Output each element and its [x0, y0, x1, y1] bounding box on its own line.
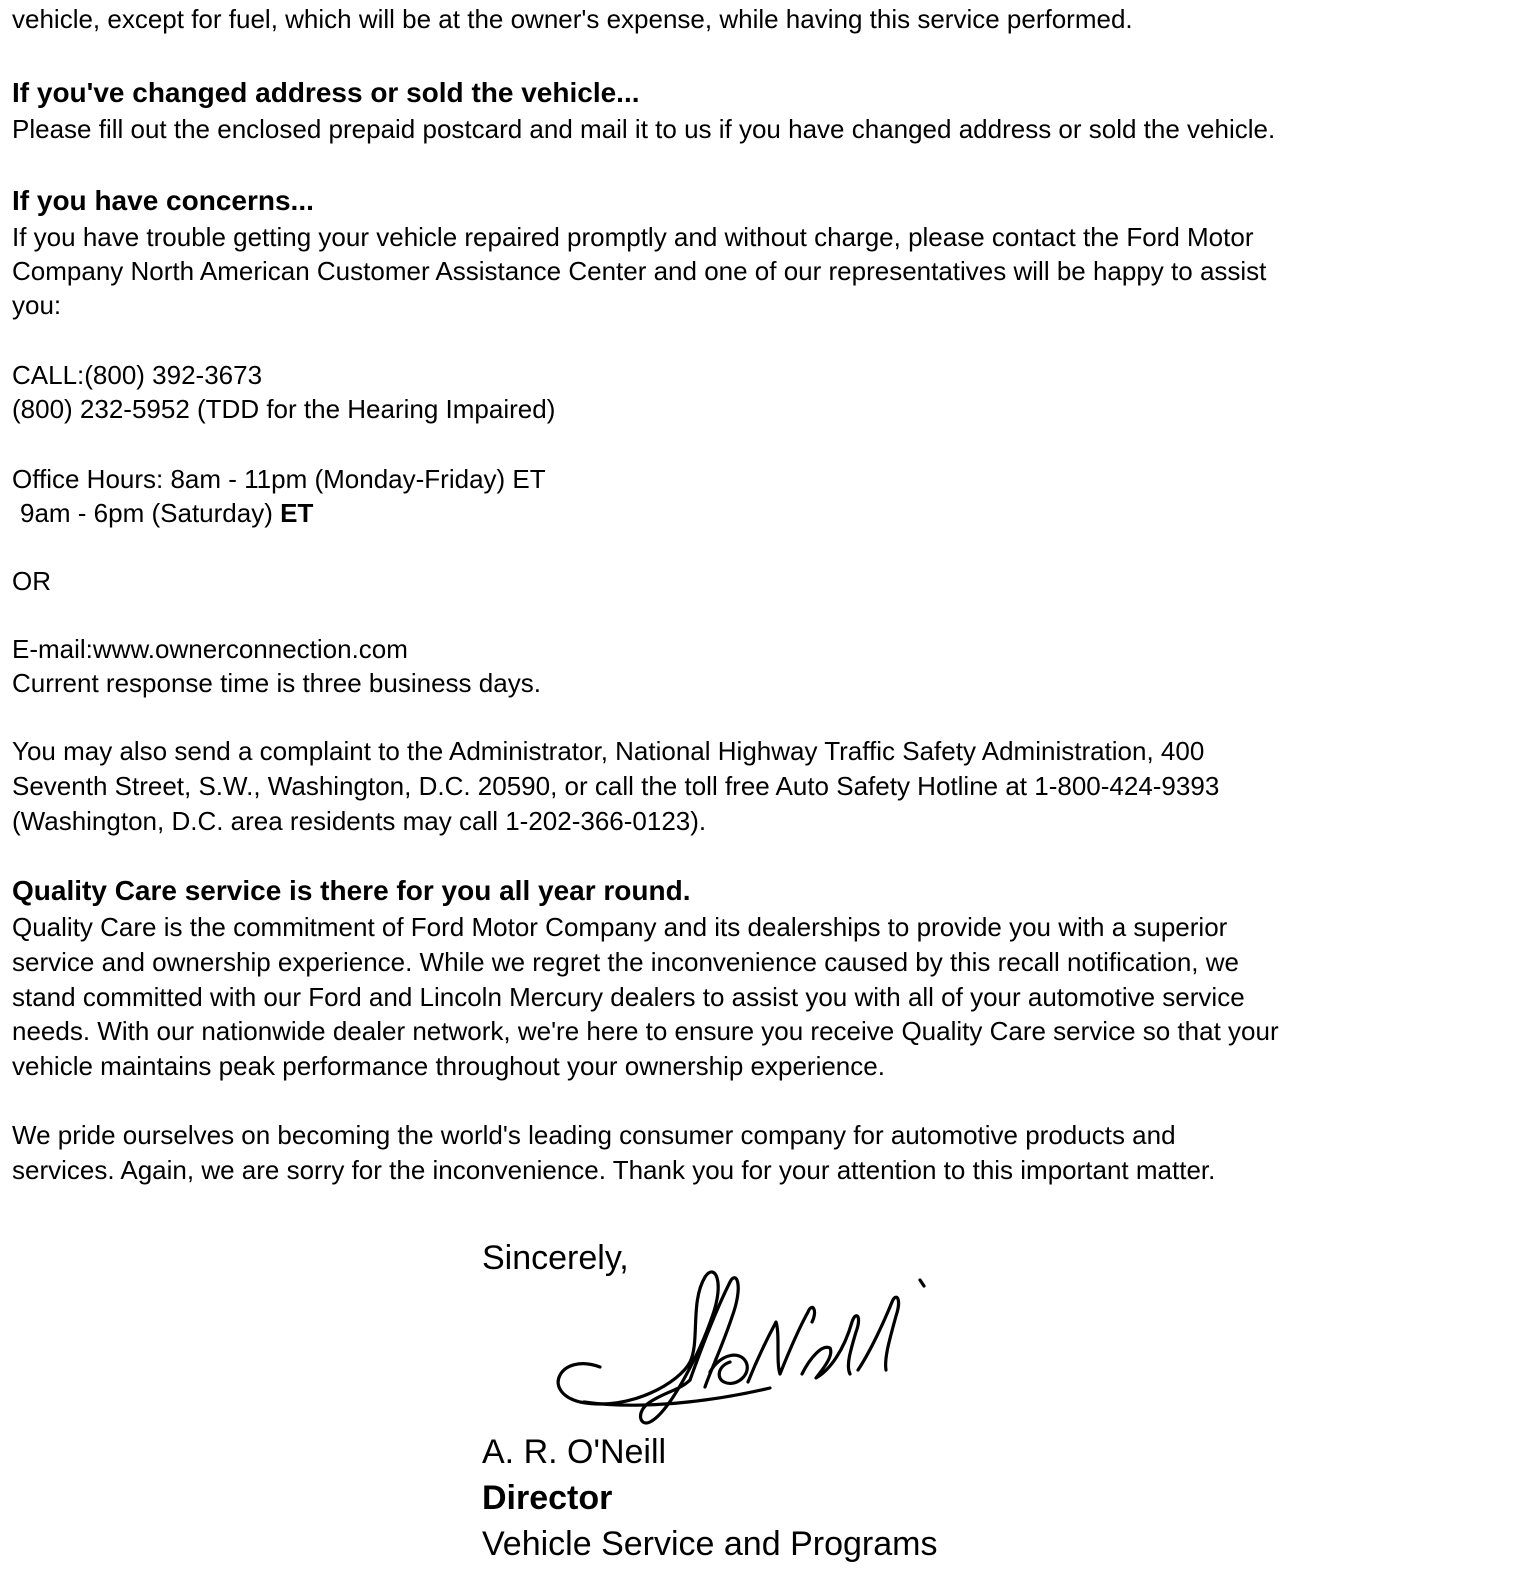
office-hours-saturday — [20, 496, 313, 530]
quality-heading: Quality Care service is there for you all year round. — [12, 875, 691, 906]
quality-body-line: stand committed with our Ford and Lincoln Mercury dealers to assist you with all of your automotive service — [12, 982, 1245, 1012]
closing-line: services. Again, we are sorry for the inconvenience. Thank you for your attention to this important matter. — [12, 1155, 1216, 1185]
salutation: Sincerely, — [482, 1239, 629, 1277]
quality-body-line: needs. With our nationwide dealer network, we're here to ensure you receive Quality Care service so that your — [12, 1016, 1279, 1046]
concerns-body-line: If you have trouble getting your vehicle repaired promptly and without charge, please contact the Ford Motor — [12, 222, 1254, 252]
handwritten-signature — [540, 1262, 960, 1432]
address-body: Please fill out the enclosed prepaid postcard and mail it to us if you have changed address or sold the vehicle. — [12, 114, 1276, 144]
signer-department: Vehicle Service and Programs — [482, 1525, 938, 1563]
or-separator: OR — [12, 566, 51, 596]
signer-title: Director — [482, 1479, 613, 1517]
intro-line: vehicle, except for fuel, which will be at the owner's expense, while having this service performed. — [12, 4, 1133, 34]
nhtsa-line: (Washington, D.C. area residents may call 1-202-366-0123). — [12, 806, 707, 836]
concerns-body-line: Company North American Customer Assistance Center and one of our representatives will be happy to assist — [12, 256, 1267, 286]
quality-body-line: Quality Care is the commitment of Ford Motor Company and its dealerships to provide you with a superior — [12, 912, 1228, 942]
quality-body-line: vehicle maintains peak performance throughout your ownership experience. — [12, 1051, 885, 1081]
nhtsa-line: You may also send a complaint to the Administrator, National Highway Traffic Safety Administration, 400 — [12, 736, 1205, 766]
response-time: Current response time is three business days. — [12, 668, 541, 698]
concerns-heading: If you have concerns... — [12, 185, 314, 216]
office-hours-saturday-text: 9am - 6pm (Saturday) — [20, 498, 273, 528]
office-hours-weekday: Office Hours: 8am - 11pm (Monday-Friday) ET — [12, 464, 546, 494]
nhtsa-line: Seventh Street, S.W., Washington, D.C. 20590, or call the toll free Auto Safety Hotline at 1-800-424-9393 — [12, 771, 1220, 801]
closing-line: We pride ourselves on becoming the world's leading consumer company for automotive products and — [12, 1120, 1176, 1150]
email-line: E-mail:www.ownerconnection.com — [12, 634, 408, 664]
office-hours-saturday-timezone: ET — [280, 498, 314, 528]
tdd-number: (800) 232-5952 (TDD for the Hearing Impaired) — [12, 394, 556, 424]
address-heading: If you've changed address or sold the vehicle... — [12, 77, 640, 108]
quality-body-line: service and ownership experience. While we regret the inconvenience caused by this recall notification, we — [12, 947, 1239, 977]
call-number: CALL:(800) 392-3673 — [12, 360, 263, 390]
concerns-body-line: you: — [12, 290, 62, 320]
signer-name: A. R. O'Neill — [482, 1433, 667, 1471]
